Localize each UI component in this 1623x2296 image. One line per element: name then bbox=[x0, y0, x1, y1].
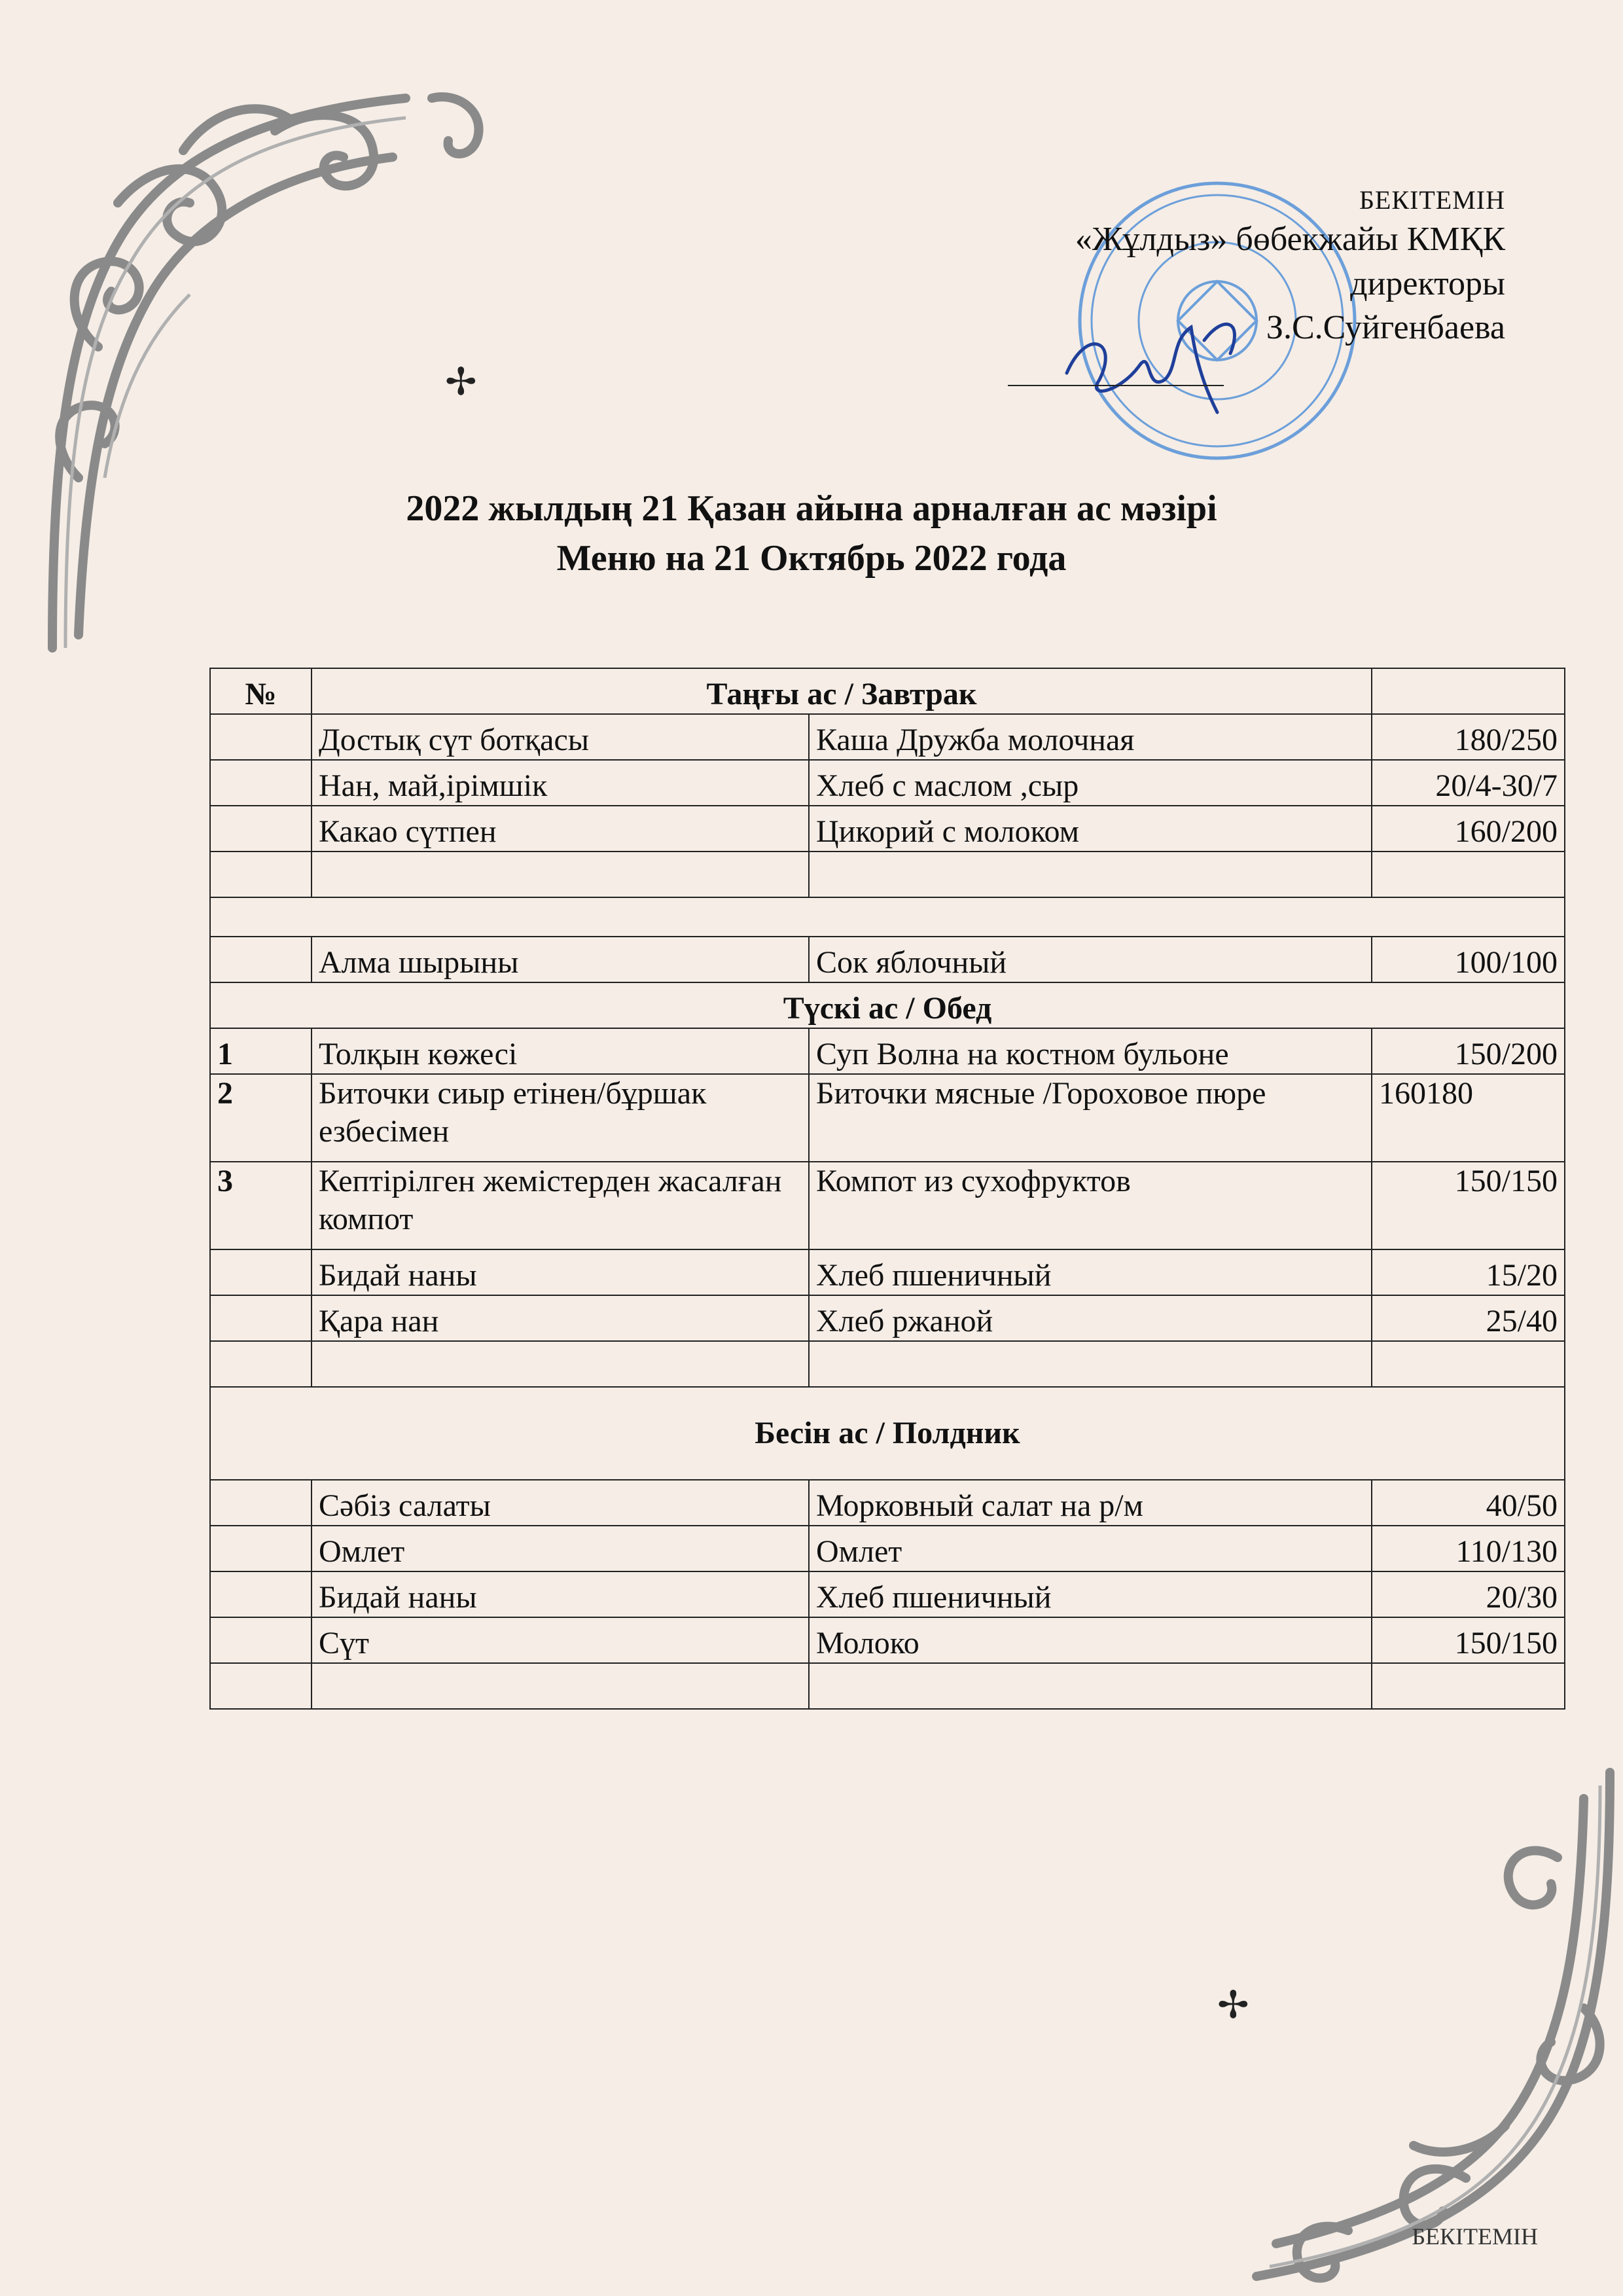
table-row-empty bbox=[210, 1663, 1565, 1709]
dish-kz: Бидай наны bbox=[312, 1571, 809, 1617]
table-row bbox=[210, 1074, 1565, 1162]
cross-bottom-icon: ✢ bbox=[1217, 1984, 1249, 2026]
menu-table bbox=[209, 668, 1565, 1710]
dish-ru: Цикорий с молоком bbox=[809, 806, 1372, 852]
portion: 160180 bbox=[1372, 1074, 1565, 1162]
dish-kz: Омлет bbox=[312, 1526, 809, 1571]
portion: 110/130 bbox=[1372, 1526, 1565, 1571]
footer-approve-label: БЕКІТЕМІН bbox=[1412, 2223, 1538, 2250]
dish-kz: Достық сүт ботқасы bbox=[312, 714, 809, 760]
portion: 180/250 bbox=[1372, 714, 1565, 760]
table-row-spacer bbox=[210, 897, 1565, 937]
table-row bbox=[210, 1571, 1565, 1617]
director-name: З.С.Суйгенбаева bbox=[1266, 309, 1505, 347]
table-row bbox=[210, 760, 1565, 806]
portion: 15/20 bbox=[1372, 1249, 1565, 1295]
row-number: 3 bbox=[210, 1162, 312, 1249]
dish-ru: Биточки мясные /Гороховое пюре bbox=[809, 1074, 1372, 1162]
approval-block bbox=[916, 183, 1505, 350]
table-row bbox=[210, 1028, 1565, 1074]
dish-kz: Какао сүтпен bbox=[312, 806, 809, 852]
dish-ru: Молоко bbox=[809, 1617, 1372, 1663]
table-row bbox=[210, 937, 1565, 982]
portion: 20/4-30/7 bbox=[1372, 760, 1565, 806]
table-row-empty bbox=[210, 852, 1565, 897]
table-row bbox=[210, 806, 1565, 852]
dish-ru: Омлет bbox=[809, 1526, 1372, 1571]
section-afternoon: Бесін ас / Полдник bbox=[210, 1387, 1565, 1480]
dish-kz: Биточки сиыр етінен/бұршак езбесімен bbox=[312, 1074, 809, 1162]
portion: 150/150 bbox=[1372, 1617, 1565, 1663]
ornament-bottom-right bbox=[1217, 1759, 1623, 2296]
table-row bbox=[210, 1249, 1565, 1295]
table-row bbox=[210, 714, 1565, 760]
portion: 25/40 bbox=[1372, 1295, 1565, 1341]
signature-line bbox=[1008, 385, 1224, 386]
portion: 150/200 bbox=[1372, 1028, 1565, 1074]
portion: 20/30 bbox=[1372, 1571, 1565, 1617]
dish-kz: Алма шырыны bbox=[312, 937, 809, 982]
dish-ru: Хлеб пшеничный bbox=[809, 1249, 1372, 1295]
dish-ru: Суп Волна на костном бульоне bbox=[809, 1028, 1372, 1074]
table-row-empty bbox=[210, 1341, 1565, 1387]
dish-ru: Сок яблочный bbox=[809, 937, 1372, 982]
portion: 100/100 bbox=[1372, 937, 1565, 982]
row-number: 2 bbox=[210, 1074, 312, 1162]
dish-kz: Нан, май,ірімшік bbox=[312, 760, 809, 806]
table-row bbox=[210, 1526, 1565, 1571]
dish-ru: Компот из сухофруктов bbox=[809, 1162, 1372, 1249]
dish-ru: Хлеб с маслом ,сыр bbox=[809, 760, 1372, 806]
header-portion bbox=[1372, 668, 1565, 714]
portion: 150/150 bbox=[1372, 1162, 1565, 1249]
table-row bbox=[210, 1295, 1565, 1341]
dish-ru: Хлеб пшеничный bbox=[809, 1571, 1372, 1617]
title-kz: 2022 жылдың 21 Қазан айына арналған ас мәзірі bbox=[406, 488, 1217, 529]
title-ru: Меню на 21 Октябрь 2022 года bbox=[556, 537, 1067, 579]
portion: 160/200 bbox=[1372, 806, 1565, 852]
table-row bbox=[210, 1617, 1565, 1663]
table-row bbox=[210, 1480, 1565, 1526]
dish-kz: Бидай наны bbox=[312, 1249, 809, 1295]
row-number: 1 bbox=[210, 1028, 312, 1074]
table-row bbox=[210, 1162, 1565, 1249]
cross-top-icon: ✢ bbox=[445, 361, 477, 403]
portion: 40/50 bbox=[1372, 1480, 1565, 1526]
page-title bbox=[0, 484, 1623, 583]
header-num: № bbox=[210, 668, 312, 714]
organization-name: «Жұлдыз» бөбекжайы КМҚК bbox=[1075, 221, 1505, 258]
dish-ru: Каша Дружба молочная bbox=[809, 714, 1372, 760]
section-breakfast: Таңғы ас / Завтрак bbox=[312, 668, 1372, 714]
dish-ru: Хлеб ржаной bbox=[809, 1295, 1372, 1341]
section-lunch: Түскі ас / Обед bbox=[210, 982, 1565, 1028]
director-position: директоры bbox=[1350, 264, 1505, 302]
dish-kz: Қара нан bbox=[312, 1295, 809, 1341]
dish-kz: Сәбіз салаты bbox=[312, 1480, 809, 1526]
approve-label: БЕКІТЕМІН bbox=[1359, 185, 1505, 215]
dish-kz: Толқын көжесі bbox=[312, 1028, 809, 1074]
dish-ru: Морковный салат на р/м bbox=[809, 1480, 1372, 1526]
dish-kz: Сүт bbox=[312, 1617, 809, 1663]
dish-kz: Кептірілген жемістерден жасалған компот bbox=[312, 1162, 809, 1249]
